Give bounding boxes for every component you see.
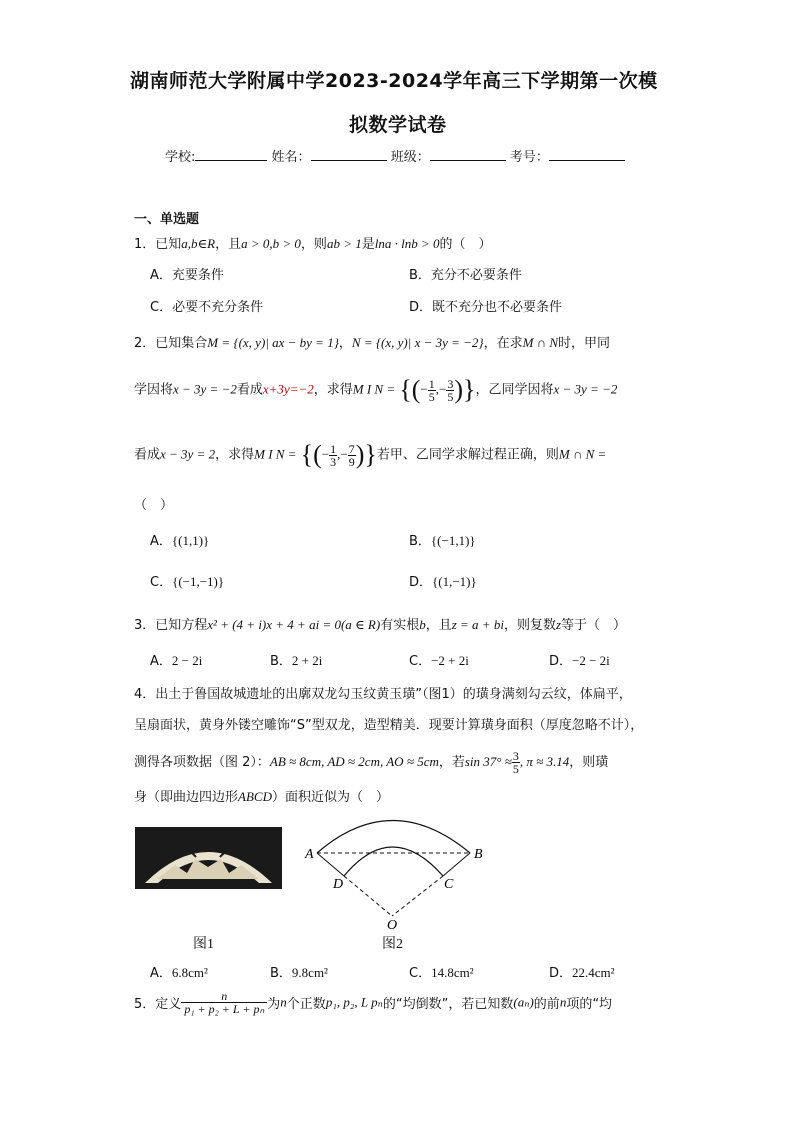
- q1-text: 的（ ）: [439, 237, 492, 252]
- option-value: 22.4cm²: [572, 965, 615, 980]
- q1-math: a > 0,b > 0: [241, 236, 301, 251]
- sector-diagram: [300, 808, 500, 933]
- option-letter: B．: [409, 534, 431, 549]
- school-label: 学校:: [165, 150, 196, 165]
- q4-text: ）面积近似为（ ）: [271, 790, 389, 805]
- q2-math: M I N =: [352, 381, 396, 397]
- q5-math: n: [559, 994, 567, 1010]
- option-letter: A．: [150, 966, 172, 981]
- q5-text: 为: [267, 997, 281, 1012]
- q3-math: x² + (4 + i)x + 4 + ai = 0(a ∈ R): [207, 617, 381, 632]
- q4-text: ，若: [438, 755, 465, 770]
- q1-text: ，则: [300, 237, 327, 252]
- q4-math: sin 37° ≈: [464, 754, 512, 769]
- student-info: [165, 146, 625, 165]
- q2-text: ，: [338, 336, 352, 351]
- option-value: {(−1,−1)}: [172, 574, 225, 589]
- q2-text: 学因将: [134, 382, 174, 398]
- q4-option-c[interactable]: [409, 962, 474, 981]
- comma: ,−: [337, 446, 348, 462]
- figure-1-caption: 图1: [193, 937, 214, 952]
- page-title: 湖南师范大学附属中学2023-2024学年高三下学期第一次模: [130, 70, 658, 92]
- q4-text: 身（即曲边四边形: [134, 790, 239, 805]
- fraction: $\frac{1}{3}$: [330, 441, 337, 469]
- q1-math: ab > 1: [326, 236, 362, 251]
- class-label: 班级：: [390, 150, 430, 165]
- option-value: {(1,1)}: [171, 533, 210, 548]
- option-letter: C．: [150, 575, 173, 590]
- question-2-line3: [134, 440, 606, 470]
- name-label: 姓名：: [271, 150, 311, 165]
- q3-math: z: [555, 617, 562, 632]
- q3-text: ，且: [425, 618, 452, 633]
- q2-option-b[interactable]: [409, 530, 476, 549]
- q2-option-a[interactable]: [150, 530, 209, 549]
- q2-option-d[interactable]: [409, 571, 477, 590]
- q4-option-a[interactable]: [150, 962, 208, 981]
- option-letter: B．: [270, 966, 292, 981]
- point-b-label: B: [474, 847, 483, 862]
- q4-option-d[interactable]: [549, 962, 615, 981]
- q5-text: 的前: [533, 997, 560, 1012]
- q5-text: 5．定义: [134, 997, 182, 1012]
- option-letter: D．: [549, 966, 573, 981]
- q3-option-c[interactable]: [409, 650, 469, 669]
- q3-text: 3．已知方程: [134, 618, 208, 633]
- school-field[interactable]: [195, 148, 267, 161]
- q1-text: 是: [361, 237, 375, 252]
- q2-math: x − 3y = −2: [173, 381, 237, 397]
- right-brace: )}: [454, 375, 476, 404]
- minus-sign: −: [321, 446, 330, 462]
- q2-text: ，在求: [483, 336, 523, 351]
- q2-text: 时，甲同: [558, 336, 611, 351]
- option-value: {(−1,1)}: [430, 533, 476, 548]
- q5-math: (aₙ): [513, 994, 534, 1010]
- q5-text: 个正数: [286, 997, 326, 1012]
- option-value: 14.8cm²: [431, 965, 474, 980]
- page-title-line2: 拟数学试卷: [349, 114, 447, 136]
- q3-option-a[interactable]: [150, 650, 202, 669]
- option-value: −2 + 2i: [431, 653, 469, 668]
- q2-text: 2．已知集合: [134, 336, 208, 351]
- option-value: 6.8cm²: [171, 965, 208, 980]
- q4-text: 测得各项数据（图 2）：: [134, 755, 270, 770]
- q1-math: lna · lnb > 0: [374, 236, 440, 251]
- option-value: −2 − 2i: [572, 653, 610, 668]
- question-4-line4: [134, 786, 389, 805]
- q4-math: ABCD: [238, 789, 272, 804]
- option-letter: B．: [270, 654, 292, 669]
- segment-co: [392, 876, 443, 916]
- q3-math: b: [419, 617, 426, 632]
- segment-ad: [317, 853, 344, 876]
- fraction: $\frac{n}{\text{p₁ + p₂ + L + pₙ}}$: [181, 990, 267, 1015]
- option-value: 9.8cm²: [291, 965, 328, 980]
- comma: ,−: [435, 381, 447, 397]
- q2-math: M ∩ N =: [558, 446, 607, 462]
- q3-option-d[interactable]: [549, 650, 610, 669]
- question-4-line3: [134, 750, 608, 775]
- figure-2-caption: 图2: [382, 937, 403, 952]
- question-4-line1: 4．出土于鲁国故城遗址的出廓双龙勾玉纹黄玉璜”（图1）的璜身满刻勾云纹，体扁平，: [134, 687, 632, 702]
- option-value: 2 − 2i: [171, 653, 203, 668]
- option-value: 2 + 2i: [291, 653, 323, 668]
- option-letter: D．: [549, 654, 573, 669]
- q2-option-c[interactable]: [150, 571, 224, 590]
- q4-text: ，则璜: [569, 755, 609, 770]
- outer-arc-ab: [317, 821, 470, 854]
- option-letter: C．: [409, 654, 432, 669]
- q5-text: 的“均倒数”，若已知数: [382, 997, 514, 1012]
- minus-sign: −: [420, 381, 428, 397]
- point-a-label: A: [305, 847, 314, 862]
- option-value: {(1,−1)}: [432, 574, 477, 589]
- question-2-line2: [134, 375, 617, 405]
- fraction: $\frac{3}{5}$: [447, 376, 454, 404]
- left-brace: {(: [300, 440, 322, 469]
- q3-option-b[interactable]: [270, 650, 322, 669]
- q3-text: 等于（ ）: [561, 618, 627, 633]
- q2-text: ，求得: [215, 447, 255, 463]
- q1-option-b[interactable]: B．充分不必要条件: [409, 268, 522, 283]
- q3-text: 有实根: [380, 618, 420, 633]
- q2-text: 若甲、乙同学求解过程正确，则: [376, 447, 559, 463]
- option-letter: D．: [409, 575, 433, 590]
- q2-text: 看成: [236, 382, 263, 398]
- q1-option-c[interactable]: C．必要不充分条件: [150, 300, 264, 315]
- q2-answer-paren: （ ）: [134, 498, 174, 513]
- inner-arc-dc: [344, 847, 443, 876]
- section-heading: 一、单选题: [134, 212, 200, 227]
- q2-math: M I N =: [254, 446, 297, 462]
- q2-set-m: M = {(x, y)| ax − by = 1}: [207, 335, 339, 350]
- fraction: $\frac{1}{5}$: [428, 376, 435, 404]
- q1-option-d[interactable]: D．既不充分也不必要条件: [409, 300, 563, 315]
- q1-text: ，且: [215, 237, 242, 252]
- q2-math: M ∩ N: [522, 335, 559, 350]
- q1-option-a[interactable]: A．充要条件: [150, 268, 224, 283]
- point-o-label: O: [387, 918, 398, 933]
- class-field[interactable]: [430, 148, 506, 161]
- q1-math: a,b∈R: [181, 236, 216, 251]
- name-field[interactable]: [311, 148, 387, 161]
- option-letter: A．: [150, 534, 172, 549]
- q2-set-n: N = {(x, y)| x − 3y = −2}: [351, 335, 484, 350]
- number-label: 考号：: [509, 150, 549, 165]
- question-5-stem: [134, 990, 612, 1015]
- q2-math: x − 3y = 2: [160, 446, 216, 462]
- question-4-line2: 呈扇面状，黄身外镂空雕饰“S”型双龙，造型精美．现要计算璜身面积（厚度忽略不计），: [134, 718, 644, 733]
- q5-math: p₁, p₂, L pₙ: [325, 994, 383, 1010]
- fraction: $\frac{7}{9}$: [348, 441, 355, 469]
- q4-math: AB ≈ 8cm, AD ≈ 2cm, AO ≈ 5cm: [269, 754, 439, 769]
- q4-option-b[interactable]: [270, 962, 328, 981]
- left-brace: {(: [399, 375, 421, 404]
- q5-math: n: [280, 994, 287, 1010]
- segment-bc: [443, 853, 470, 876]
- q3-math: z = a + bi: [451, 617, 504, 632]
- q4-math: , π ≈ 3.14: [519, 754, 570, 769]
- question-2-line1: [134, 332, 610, 351]
- q2-text: ，乙同学因将: [475, 382, 554, 398]
- fraction: $\frac{3}{5}$: [512, 749, 519, 776]
- right-brace: )}: [355, 440, 377, 469]
- q1-text: 1．已知: [134, 237, 182, 252]
- q2-text: ，求得: [313, 382, 353, 398]
- q3-text: ，则复数: [503, 618, 556, 633]
- option-letter: C．: [409, 966, 432, 981]
- q2-math: x − 3y = −2: [553, 381, 618, 397]
- number-field[interactable]: [549, 148, 625, 161]
- q2-math-highlight: x+3y=−2: [262, 381, 314, 397]
- option-letter: A．: [150, 654, 172, 669]
- point-c-label: C: [444, 877, 454, 892]
- question-1-stem: [134, 233, 492, 252]
- segment-do: [344, 876, 392, 916]
- q2-text: 看成: [134, 447, 161, 463]
- point-d-label: D: [333, 877, 344, 892]
- jade-photo-figure: [135, 827, 282, 889]
- question-3-stem: [134, 614, 626, 633]
- q5-text: 项的“均: [566, 997, 613, 1012]
